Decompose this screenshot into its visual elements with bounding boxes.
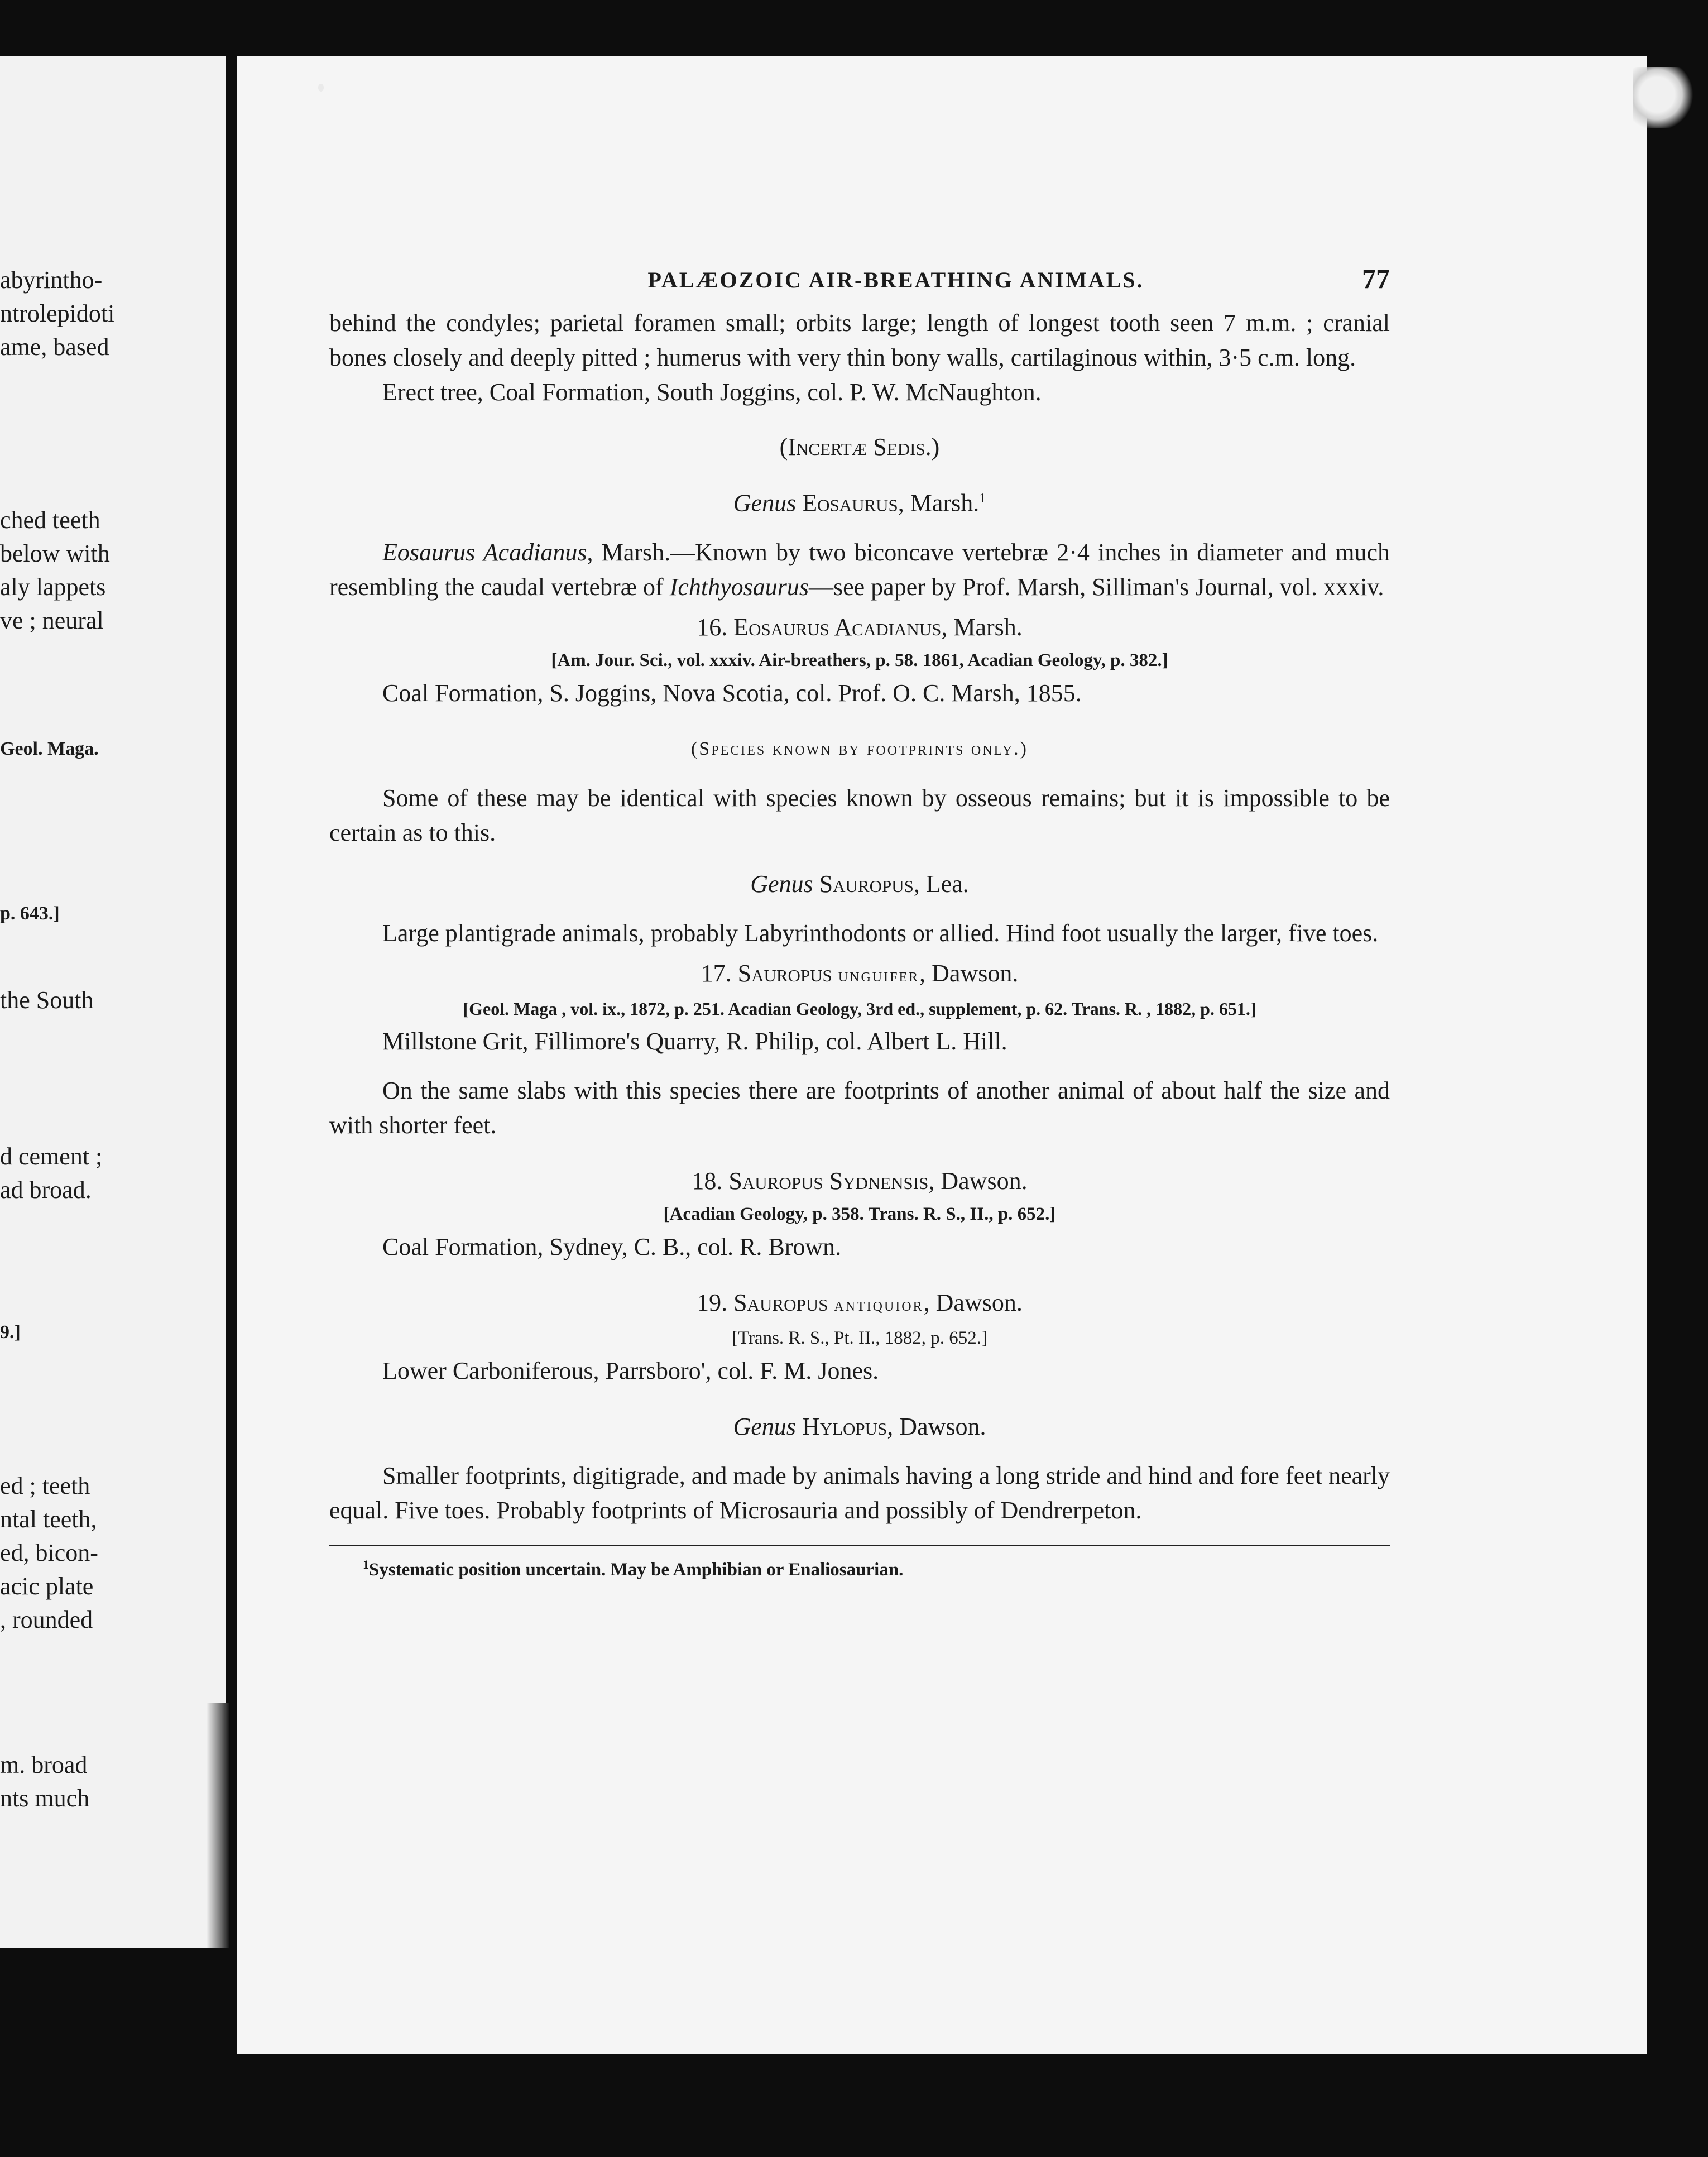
species-18-locality: Coal Formation, Sydney, C. B., col. R. Brown. xyxy=(382,1233,842,1260)
genus-name: Eosaurus xyxy=(802,489,898,517)
left-page-text-fragment: acic plate xyxy=(0,1573,94,1600)
page-text xyxy=(329,263,1390,1580)
left-page-text-fragment: m. broad xyxy=(0,1751,88,1779)
species-18-reference: [Acadian Geology, p. 358. Trans. R. S., II., p. 652.] xyxy=(663,1204,1056,1224)
page-number: 77 xyxy=(1362,263,1390,294)
species-19-locality: Lower Carboniferous, Parrsboro', col. F. M. Jones. xyxy=(382,1356,879,1384)
species-18-heading: 18. Sauropus Sydnensis, Dawson. xyxy=(692,1167,1028,1195)
left-page-text-fragment: ame, based xyxy=(0,333,109,361)
left-page-text-fragment: , rounded xyxy=(0,1606,93,1633)
erect-tree-locality: Erect tree, Coal Formation, South Joggins, col. P. W. McNaughton. xyxy=(382,378,1042,406)
eosaurus-description: Eosaurus Acadianus, Marsh.—Known by two biconcave vertebræ 2·4 inches in diameter and much resembling the caudal vertebræ of Ichthyosaurus—see paper by Prof. Marsh, Silliman's Journal, vol. xxxiv. xyxy=(329,538,1390,601)
intro-paragraph: behind the condyles; parietal foramen small; orbits large; length of longest tooth seen 7 m.m. ; cranial bones closely and deeply pitted ; humerus with very thin bony walls, cartilaginous within, 3·5 c.m. long. xyxy=(329,309,1390,371)
left-page-fragment xyxy=(0,56,226,1948)
left-page-text-fragment: nts much xyxy=(0,1785,90,1812)
left-page-text-fragment: 9.] xyxy=(0,1322,21,1343)
genus-word: Genus xyxy=(733,489,797,517)
species-16-reference: [Am. Jour. Sci., vol. xxxiv. Air-breathers, p. 58. 1861, Acadian Geology, p. 382.] xyxy=(551,650,1168,670)
species-17-locality: Millstone Grit, Fillimore's Quarry, R. Philip, col. Albert L. Hill. xyxy=(382,1027,1007,1055)
left-page-text-fragment: d cement ; xyxy=(0,1143,103,1170)
left-page-text-fragment: ed, bicon- xyxy=(0,1539,98,1566)
left-page-text-fragment: abyrintho- xyxy=(0,266,103,294)
running-title: PALÆOZOIC AIR-BREATHING ANIMALS. xyxy=(647,267,1144,293)
footnote: $^1$Systematic position uncertain. May be Amphibian or Enaliosaurian. xyxy=(363,1557,904,1580)
species-16-locality: Coal Formation, S. Joggins, Nova Scotia, col. Prof. O. C. Marsh, 1855. xyxy=(382,679,1082,707)
species-19-heading: 19. Sauropus antiquior, Dawson. xyxy=(697,1288,1023,1316)
incertae-sedis-heading: (Incertæ Sedis.) xyxy=(779,433,940,461)
footnote-mark: 1 xyxy=(979,491,986,506)
species-19-reference: [Trans. R. S., Pt. II., 1882, p. 652.] xyxy=(731,1327,988,1348)
left-page-text-fragment: the South xyxy=(0,986,94,1014)
species-17-reference: [Geol. Maga , vol. ix., 1872, p. 251. Acadian Geology, 3rd ed., supplement, p. 62. Trans. R. , 1882, p. 651.] xyxy=(463,998,1256,1019)
page-header xyxy=(329,263,1390,306)
left-page-text-fragment: p. 643.] xyxy=(0,903,60,924)
left-page-text-fragment: aly lappets xyxy=(0,573,106,601)
left-page-text-fragment: ntrolepidoti xyxy=(0,300,115,327)
left-page-text-fragment: ntal teeth, xyxy=(0,1506,97,1533)
footnote-rule xyxy=(329,1545,1390,1546)
footprints-intro: Some of these may be identical with species known by osseous remains; but it is impossible to be certain as to this. xyxy=(329,784,1390,846)
left-page-text-fragment: ched teeth xyxy=(0,506,100,534)
left-page-text-fragment: ed ; teeth xyxy=(0,1472,90,1499)
footprints-heading: (Species known by footprints only.) xyxy=(690,738,1028,759)
hylopus-description: Smaller footprints, digitigrade, and made by animals having a long stride and hind and fore feet nearly equal. Five toes. Probably footprints of Microsauria and possibly of Dendrerpeton. xyxy=(329,1461,1390,1524)
left-page-text-fragment: Geol. Maga. xyxy=(0,739,99,759)
genus-hylopus-heading: Genus Hylopus, Dawson. xyxy=(733,1412,986,1440)
genus-eosaurus-heading: Genus Eosaurus, Marsh.$^1$ xyxy=(733,489,986,517)
species-name: Eosaurus Acadianus xyxy=(382,538,587,566)
left-page-text-fragment: ve ; neural xyxy=(0,607,104,634)
same-slabs-note: On the same slabs with this species there are footprints of another animal of about half the size and with shorter feet. xyxy=(329,1076,1390,1139)
genus-sauropus-heading: Genus Sauropus, Lea. xyxy=(750,870,969,898)
left-page-text-fragment: ad broad. xyxy=(0,1176,92,1204)
left-page-text-fragment: below with xyxy=(0,540,110,567)
book-gutter xyxy=(207,1703,229,1948)
species-17-heading: 17. Sauropus unguifer, Dawson. xyxy=(701,959,1019,987)
sauropus-description: Large plantigrade animals, probably Labyrinthodonts or allied. Hind foot usually the larger, five toes. xyxy=(382,919,1379,947)
torn-page-corner xyxy=(1633,67,1694,128)
species-16-heading: 16. Eosaurus Acadianus, Marsh. xyxy=(697,613,1023,641)
